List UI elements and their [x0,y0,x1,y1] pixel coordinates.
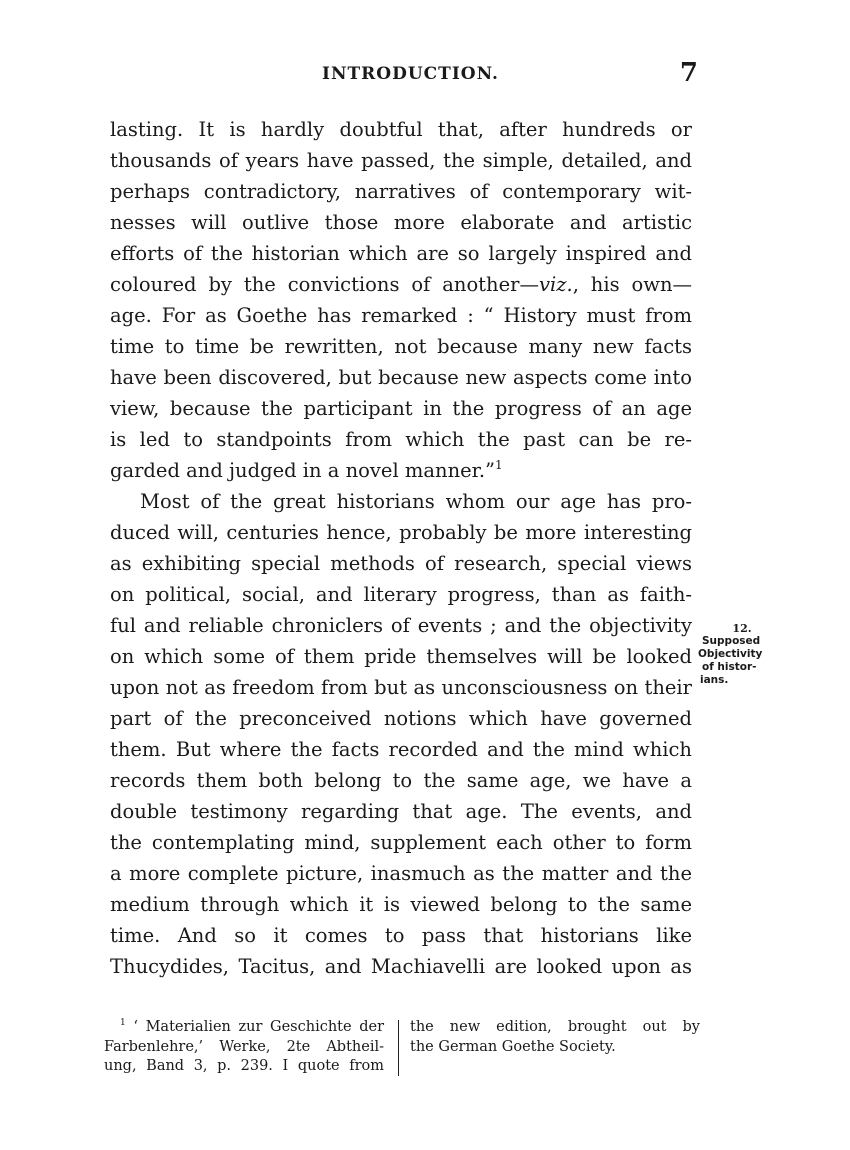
footnote-line [104,1018,384,1038]
text-line: them. But where the facts recorded and the mind which [110,738,692,761]
main-text [110,114,692,982]
page-header [110,58,700,90]
margin-note-number: 12. [732,622,752,635]
paragraph-first-line: Most of the great historians whom our age has pro- [140,490,692,513]
margin-note-line: ians. [700,674,729,686]
text-line: a more complete picture, inasmuch as the matter and the [110,862,692,885]
text-line: time to time be rewritten, not because many new facts [110,335,692,358]
text-line: as exhibiting special methods of research, special views [110,552,692,575]
text-line: on political, social, and literary progress, than as faith- [110,583,692,606]
text-line: on which some of them pride themselves will be looked [110,645,692,668]
margin-note-line: Objectivity [698,648,763,660]
footnote-text: ‘ Materialien zur Geschichte der [133,1019,384,1035]
footnote-column-divider [398,1020,399,1076]
text-line: duced will, centuries hence, probably be more interesting [110,521,692,544]
footnote-reference: 1 [495,458,503,472]
footnote-marker: 1 [120,1018,126,1028]
margin-note-line: Supposed [702,635,761,647]
text-line: is led to standpoints from which the past can be re- [110,428,692,451]
text-line: medium through which it is viewed belong to the same [110,893,692,916]
text-segment: coloured by the convictions of another— [110,273,539,296]
text-line: have been discovered, but because new aspects come into [110,366,692,389]
text-line: double testimony regarding that age. The events, and [110,800,692,823]
text-line: ful and reliable chroniclers of events ; and the objectivity [110,614,692,637]
text-line: records them both belong to the same age, we have a [110,769,692,792]
text-line: age. For as Goethe has remarked : “ History must from [110,304,692,327]
footnote-block [104,1018,700,1078]
text-line: efforts of the historian which are so largely inspired and [110,242,692,265]
footnote-line: Farbenlehre,’ Werke, 2te Abtheil- [104,1038,384,1055]
text-line: the contemplating mind, supplement each other to form [110,831,692,854]
text-line: nesses will outlive those more elaborate and artistic [110,211,692,234]
text-line: time. And so it comes to pass that historians like [110,924,692,947]
viz-abbreviation: viz. [538,273,573,296]
footnote-left-column [104,1018,384,1077]
text-line-viz [110,269,692,300]
text-line: view, because the participant in the progress of an age [110,397,692,420]
text-line: perhaps contradictory, narratives of contemporary wit- [110,180,692,203]
page-number: 7 [679,58,698,88]
text-segment: , his own— [572,273,692,296]
text-line-with-footnote-ref [110,455,692,486]
running-head: INTRODUCTION. [322,64,499,84]
footnote-line: ung, Band 3, p. 239. I quote from [104,1058,384,1074]
margin-note [698,622,786,687]
text-line: part of the preconceived notions which have governed [110,707,692,730]
text-line: upon not as freedom from but as unconsciousness on their [110,676,692,699]
text-segment: garded and judged in a novel manner.” [110,459,496,482]
footnote-line: the new edition, brought out by [410,1019,700,1035]
text-line: thousands of years have passed, the simple, detailed, and [110,149,692,172]
footnote-right-column [410,1018,700,1057]
text-line: lasting. It is hardly doubtful that, after hundreds or [110,118,692,141]
footnote-line: the German Goethe Society. [410,1038,616,1055]
text-line: Thucydides, Tacitus, and Machiavelli are looked upon as [110,955,692,978]
margin-note-line: of histor- [702,661,757,673]
